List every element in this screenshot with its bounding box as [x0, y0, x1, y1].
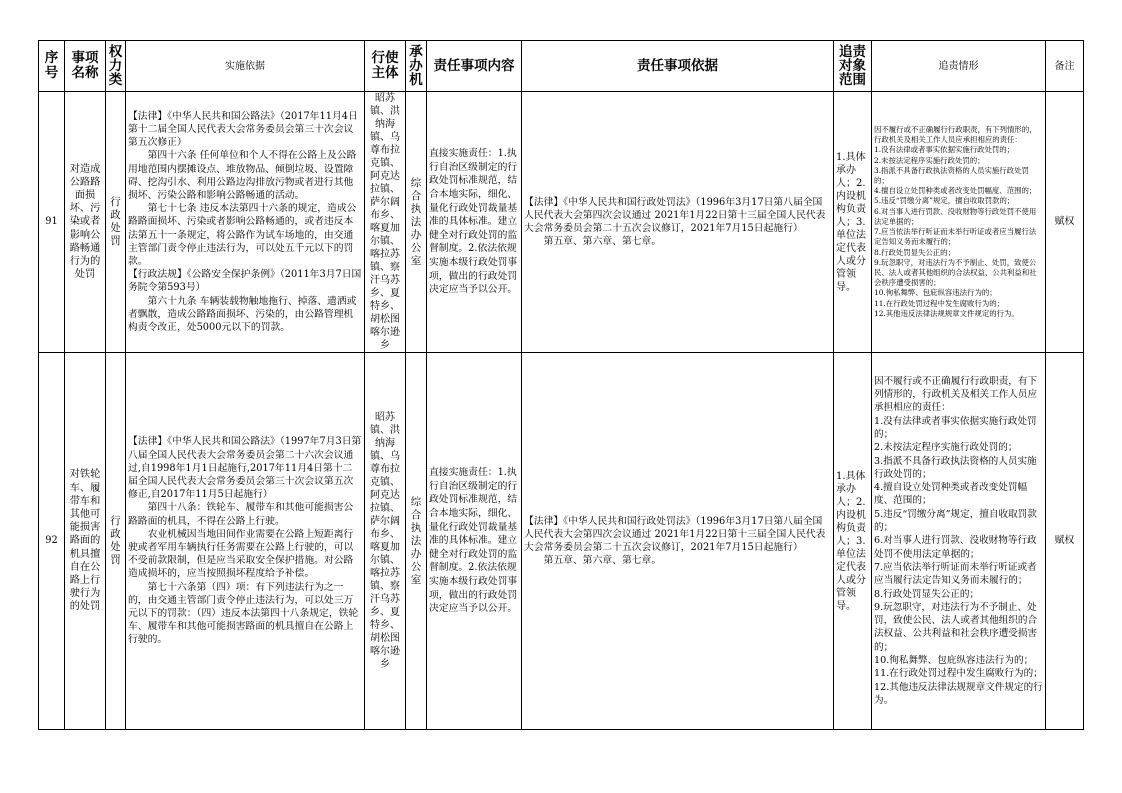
basis-regulation: 【行政法规】《公路安全保护条例》（2011年3月7日国务院令第593号） — [128, 269, 362, 294]
circumstance-line: 6.对当事人进行罚款、没收财物等行政处罚不使用法定单据的； — [874, 535, 1037, 560]
row-circumstances — [872, 92, 1046, 353]
header-target: 追责对象范围 — [834, 41, 872, 92]
header-circumstances: 追责情形 — [872, 41, 1046, 92]
circumstance-line: 6.对当事人进行罚款、没收财物等行政处罚不使用法定单据的； — [874, 206, 1037, 226]
row-power-type: 行政处罚 — [106, 353, 126, 730]
row-basis — [126, 353, 365, 730]
circumstance-line: 9.玩忽职守，对违法行为不予制止、处罚，致使公民、法人或者其他组织的合法权益、公共利益和社会秩序遭受损害的； — [874, 601, 1038, 653]
basis-article: 第七十六条第（四）项：有下列违法行为之一的，由交通主管部门责令停止违法行为，可以处三万元以下的罚款：（四）违反本法第四十八条规定，铁轮车、履带车和其他可能损害路面的机具擅自在公路上行驶的。 — [128, 581, 359, 646]
circumstance-line: 4.擅自设立处罚种类或者改变处罚幅度、范围的； — [874, 186, 1037, 196]
circumstance-line: 1.没有法律或者事实依据实施行政处罚的； — [874, 415, 1037, 440]
basis-law: 【法律】《中华人民共和国公路法》（2017年11月4日第十二届全国人民代表大会常务委员会第三十次会议第五次修正） — [128, 110, 358, 149]
responsibility-table — [38, 40, 1084, 730]
circumstance-line: 12.其他违反法律法规规章文件规定的行为。 — [874, 681, 1043, 706]
circumstance-line: 4.擅自设立处罚种类或者改变处罚幅度、范围的； — [874, 482, 1028, 507]
row-resp-basis — [522, 353, 834, 730]
row-dept: 综合执法办公室 — [406, 92, 427, 353]
row-seq: 91 — [39, 92, 65, 353]
row-dept: 综合执法办公室 — [406, 353, 427, 730]
circumstance-line: 5.违反“罚缴分离”规定，擅自收取罚款的； — [874, 196, 1015, 206]
circumstance-line: 10.徇私舞弊、包庇纵容违法行为的； — [874, 655, 1034, 667]
basis-article: 农业机械因当地田间作业需要在公路上短距离行驶或者军用车辆执行任务需要在公路上行驶的，可以不受前款限制，但是应当采取安全保护措施。对公路造成损坏的，应当按照损坏程度给予补偿。 — [128, 528, 354, 580]
row-remark: 赋权 — [1046, 92, 1084, 353]
header-name: 事项名称 — [65, 41, 106, 92]
circumstance-line: 8.行政处罚显失公正的； — [874, 247, 955, 257]
row-seq: 92 — [39, 353, 65, 730]
resp-basis-chapters: 第五章、第六章、第七章。 — [543, 555, 662, 567]
circumstance-line: 7.应当依法举行听证而未举行听证或者应当履行法定告知义务而未履行的； — [874, 227, 1037, 247]
row-item-name: 对铁轮车、履带车和其他可能损害路面的机具擅自在公路上行驶行为的处罚 — [65, 353, 106, 730]
row-subject: 昭苏镇、洪纳海镇、乌尊布拉克镇、阿克达拉镇、萨尔阔布乡、喀夏加尔镇、喀拉苏镇、察汗乌苏乡、夏特乡、胡松图喀尔逊乡 — [365, 353, 406, 730]
basis-article: 第四十八条：铁轮车、履带车和其他可能损害公路路面的机具，不得在公路上行驶。 — [128, 502, 354, 527]
table-row — [39, 92, 1084, 353]
circumstance-line: 2.未按法定程序实施行政处罚的； — [874, 442, 1018, 454]
header-subject: 行使主体 — [365, 41, 406, 92]
resp-basis-chapters: 第五章、第六章、第七章。 — [543, 236, 662, 248]
row-content: 直接实施责任：1.执行自治区级制定的行政处罚标准规范，结合本地实际，细化、量化行政处罚裁量基准的具体标准。建立健全对行政处罚的监督制度。2.依法依规实施本级行政处罚事项，做出的行政处罚决定应当予以公开。 — [427, 92, 522, 353]
basis-article: 第四十六条 任何单位和个人不得在公路上及公路用地范围内摆摊设点、堆放物品、倾倒垃圾、设置障碍、挖沟引水、利用公路边沟排放污物或者进行其他损坏、污染公路和影响公路畅通的活动。 — [128, 150, 357, 201]
circumstance-line: 3.指派不具备行政执法资格的人员实施行政处罚的； — [874, 455, 1037, 480]
circumstance-line: 11.在行政处罚过程中发生腐败行为的； — [874, 668, 1043, 680]
row-target: 1.具体承办人；2.内设机构负责人；3.单位法定代表人或分管领导。 — [834, 92, 872, 353]
header-dept: 承办机 — [406, 41, 427, 92]
row-power-type: 行政处罚 — [106, 92, 126, 353]
header-remark: 备注 — [1046, 41, 1084, 92]
row-circumstances — [872, 353, 1046, 730]
row-target: 1.具体承办人；2.内设机构负责人；3.单位法定代表人或分管领导。 — [834, 353, 872, 730]
row-resp-basis — [522, 92, 834, 353]
basis-article: 第七十七条 违反本法第四十六条的规定，造成公路路面损坏、污染或者影响公路畅通的，或者违反本法第五十一条规定，将公路作为试车场地的，由交通主管部门责令停止违法行为，可以处五千元以下的罚款。 — [128, 203, 357, 267]
circumstance-line: 1.没有法律或者事实依据实施行政处罚的； — [874, 145, 1015, 155]
row-content: 直接实施责任：1.执行自治区级制定的行政处罚标准规范，结合本地实际，细化、量化行政处罚裁量基准的具体标准。建立健全对行政处罚的监督制度。2.依法依规实施本级行政处罚事项，做出的行政处罚决定应当予以公开。 — [427, 353, 522, 730]
row-remark: 赋权 — [1046, 353, 1084, 730]
header-resp-basis: 责任事项依据 — [522, 41, 834, 92]
circumstance-line: 9.玩忽职守，对违法行为不予制止、处罚，致使公民、法人或者其他组织的合法权益、公共利益和社会秩序遭受损害的； — [874, 257, 1037, 288]
row-item-name: 对造成公路路面损坏、污染或者影响公路畅通行为的处罚 — [65, 92, 106, 353]
circumstance-line: 8.行政处罚显失公正的； — [874, 588, 980, 600]
resp-basis-law: 【法律】《中华人民共和国行政处罚法》（1996年3月17日第八届全国人民代表大会第四次会议通过 2021年1月22日第十三届全国人民代表大会常务委员会第二十五次会议修订，2021年7月15日起施行） — [524, 515, 826, 553]
header-row — [39, 41, 1084, 92]
row-subject: 昭苏镇、洪纳海镇、乌尊布拉克镇、阿克达拉镇、萨尔阔布乡、喀夏加尔镇、喀拉苏镇、察汗乌苏乡、夏特乡、胡松图喀尔逊乡 — [365, 92, 406, 353]
circumstance-line: 因不履行或不正确履行行政职责，有下列情形的，行政机关及相关工作人员应承担相应的责任： — [874, 375, 1038, 414]
header-basis: 实施依据 — [126, 41, 365, 92]
circumstance-line: 因不履行或不正确履行行政职责，有下列情形的，行政机关及相关工作人员应承担相应的责任： — [874, 125, 1037, 145]
circumstance-line: 5.违反“罚缴分离”规定，擅自收取罚款的； — [874, 508, 1037, 534]
table-row — [39, 353, 1084, 730]
basis-law: 【法律】《中华人民共和国公路法》（1997年7月3日第八届全国人民代表大会常务委员会第二十六次会议通过,自1998年1月1日起施行,2017年11月4日第十二届全国人民代表大会常务委员会第三十次会议第五次修正,自2017年11月5日起施行） — [128, 436, 362, 501]
circumstance-line: 10.徇私舞弊、包庇纵容违法行为的； — [874, 288, 997, 298]
circumstance-line: 12.其他违反法律法规规章文件规定的行为。 — [874, 308, 1019, 318]
circumstance-line: 11.在行政处罚过程中发生腐败行为的； — [874, 298, 1005, 308]
resp-basis-law: 【法律】《中华人民共和国行政处罚法》（1996年3月17日第八届全国人民代表大会第四次会议通过 2021年1月22日第十三届全国人民代表大会常务委员会第二十五次会议修订，2021年7月15日起施行） — [524, 196, 826, 234]
row-basis — [126, 92, 365, 353]
header-type: 权力类 — [106, 41, 126, 92]
header-content: 责任事项内容 — [427, 41, 522, 92]
circumstance-line: 2.未按法定程序实施行政处罚的； — [874, 155, 985, 165]
header-seq: 序号 — [39, 41, 65, 92]
circumstance-line: 3.指派不具备行政执法资格的人员实施行政处罚的； — [874, 165, 1029, 186]
circumstance-line: 7.应当依法举行听证而未举行听证或者应当履行法定告知义务而未履行的； — [874, 561, 1037, 587]
basis-article: 第六十九条 车辆装载物触地拖行、掉落、遗洒或者飘散，造成公路路面损坏、污染的，由公路管理机构责令改正，处5000元以下的罚款。 — [128, 295, 357, 334]
